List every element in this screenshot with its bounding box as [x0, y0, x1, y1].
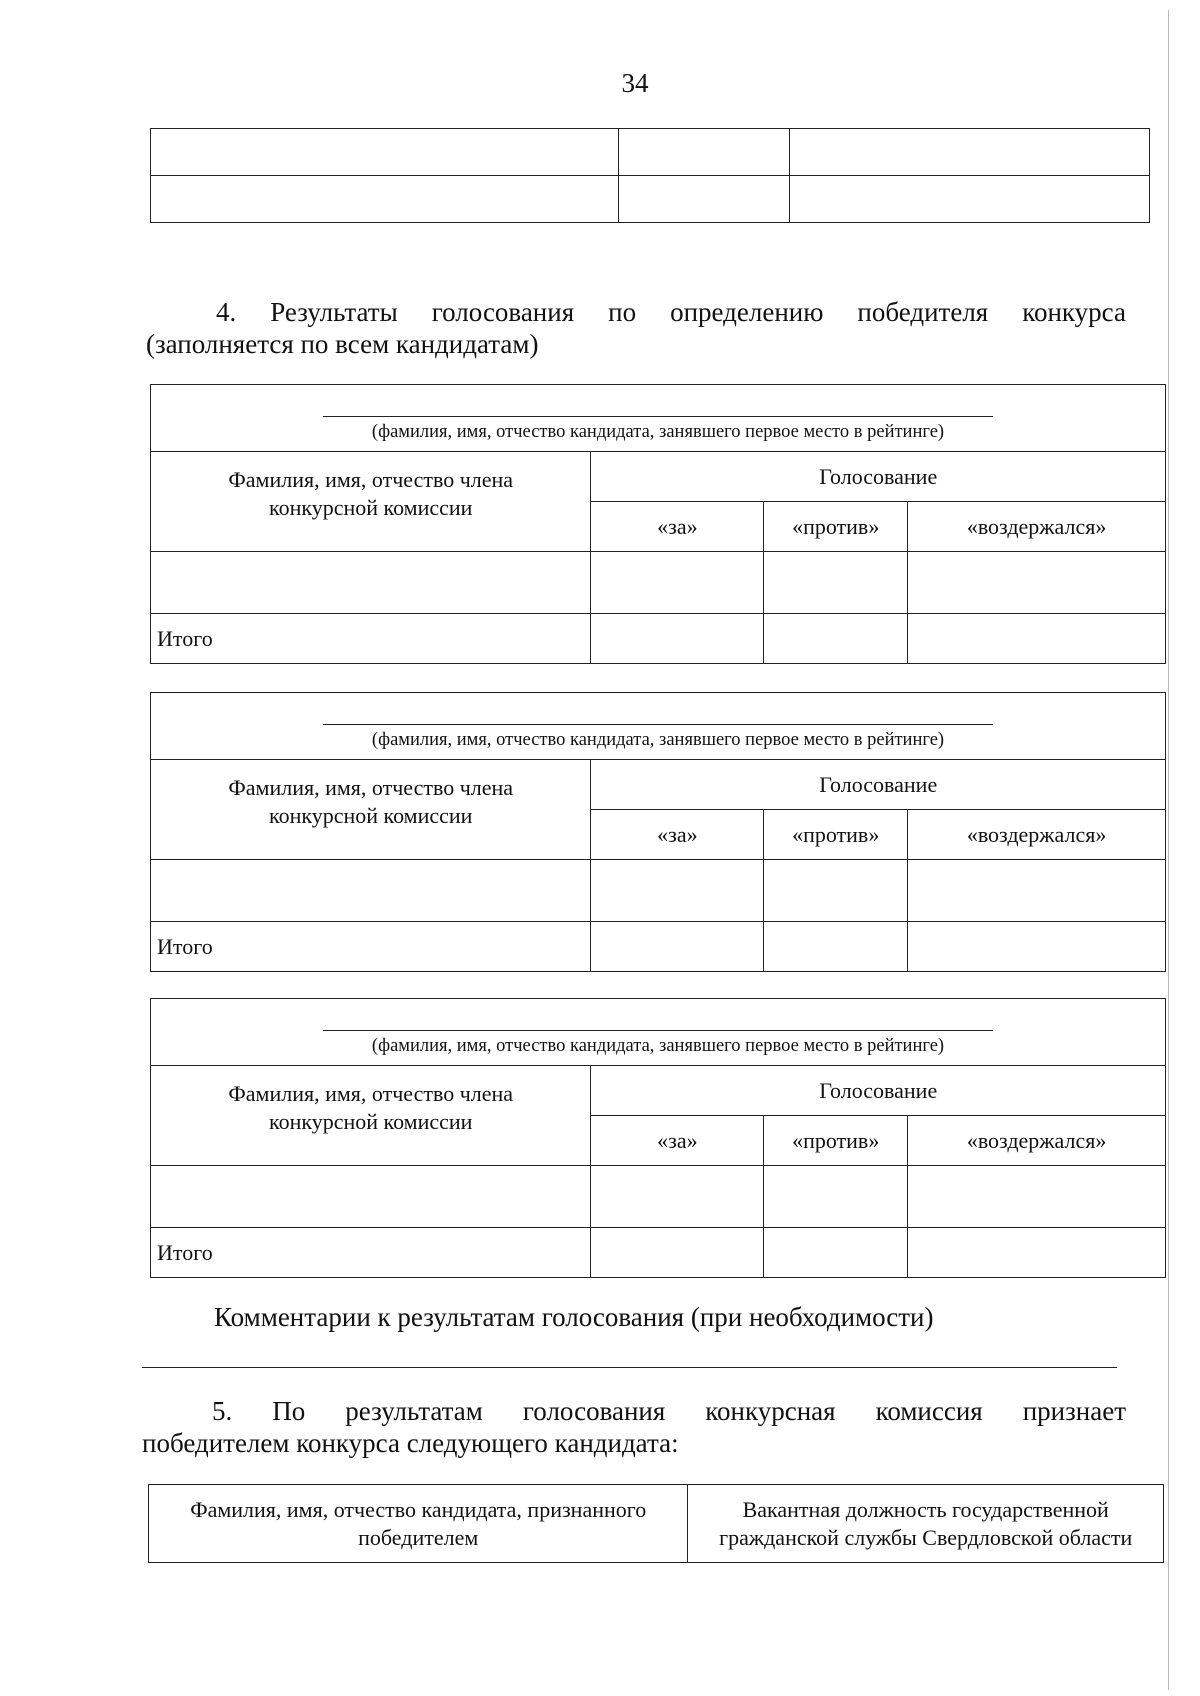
- section-5-line1: 5. По результатам голосования конкурсная комиссия признает: [212, 1396, 1126, 1426]
- table-cell: [790, 176, 1150, 223]
- col-abstain: «воздержался»: [908, 502, 1166, 552]
- vacant-position-header: Вакантная должность государственной гражданской службы Свердловской области: [688, 1485, 1164, 1563]
- candidate-name-cell: [151, 385, 1166, 452]
- candidate-caption: (фамилия, имя, отчество кандидата, занявшего первое место в рейтинге): [371, 730, 945, 750]
- member-name-header: Фамилия, имя, отчество члена конкурсной комиссии: [151, 1066, 591, 1166]
- table-cell: [618, 176, 790, 223]
- voting-header: Голосование: [591, 1066, 1166, 1116]
- section-4-line1: 4. Результаты голосования по определению победителя конкурса: [216, 297, 1126, 327]
- section-5-heading: [142, 1395, 1126, 1459]
- table-row: [151, 176, 1150, 223]
- col-for: «за»: [591, 810, 764, 860]
- page-number: 34: [621, 68, 649, 98]
- voting-header: Голосование: [591, 760, 1166, 810]
- table-row: [151, 552, 1166, 614]
- candidate-name-cell: [151, 999, 1166, 1066]
- vote-table-1: [150, 384, 1166, 664]
- page-edge-line: [1168, 10, 1169, 1690]
- col-against: «против»: [764, 810, 908, 860]
- col-for: «за»: [591, 1116, 764, 1166]
- comments-line: [142, 1367, 1117, 1368]
- candidate-caption: (фамилия, имя, отчество кандидата, занявшего первое место в рейтинге): [371, 1036, 945, 1056]
- vote-table-3: [150, 998, 1166, 1278]
- col-against: «против»: [764, 1116, 908, 1166]
- col-abstain: «воздержался»: [908, 1116, 1166, 1166]
- section-4-heading: [146, 296, 1126, 360]
- table-row: [151, 129, 1150, 176]
- winner-table: [148, 1484, 1164, 1563]
- total-row: [151, 1228, 1166, 1278]
- candidate-name-line: [323, 416, 993, 417]
- total-label: Итого: [151, 614, 591, 664]
- continued-table: [150, 128, 1150, 223]
- total-label: Итого: [151, 1228, 591, 1278]
- member-name-header: Фамилия, имя, отчество члена конкурсной комиссии: [151, 452, 591, 552]
- table-cell: [618, 129, 790, 176]
- comments-label: Комментарии к результатам голосования (при необходимости): [214, 1302, 934, 1332]
- candidate-name-line: [323, 724, 993, 725]
- table-cell: [790, 129, 1150, 176]
- total-label: Итого: [151, 922, 591, 972]
- section-5-line2: победителем конкурса следующего кандидата:: [142, 1428, 679, 1458]
- table-row: [149, 1485, 1164, 1563]
- total-row: [151, 614, 1166, 664]
- voting-header: Голосование: [591, 452, 1166, 502]
- winner-name-header: Фамилия, имя, отчество кандидата, признанного победителем: [149, 1485, 688, 1563]
- section-4-line2: (заполняется по всем кандидатам): [146, 329, 539, 359]
- total-row: [151, 922, 1166, 972]
- member-name-header: Фамилия, имя, отчество члена конкурсной комиссии: [151, 760, 591, 860]
- table-cell: [151, 176, 619, 223]
- vote-table-2: [150, 692, 1166, 972]
- col-abstain: «воздержался»: [908, 810, 1166, 860]
- candidate-name-line: [323, 1030, 993, 1031]
- candidate-name-cell: [151, 693, 1166, 760]
- table-cell: [151, 129, 619, 176]
- col-against: «против»: [764, 502, 908, 552]
- col-for: «за»: [591, 502, 764, 552]
- table-row: [151, 1166, 1166, 1228]
- candidate-caption: (фамилия, имя, отчество кандидата, занявшего первое место в рейтинге): [371, 422, 945, 442]
- table-row: [151, 860, 1166, 922]
